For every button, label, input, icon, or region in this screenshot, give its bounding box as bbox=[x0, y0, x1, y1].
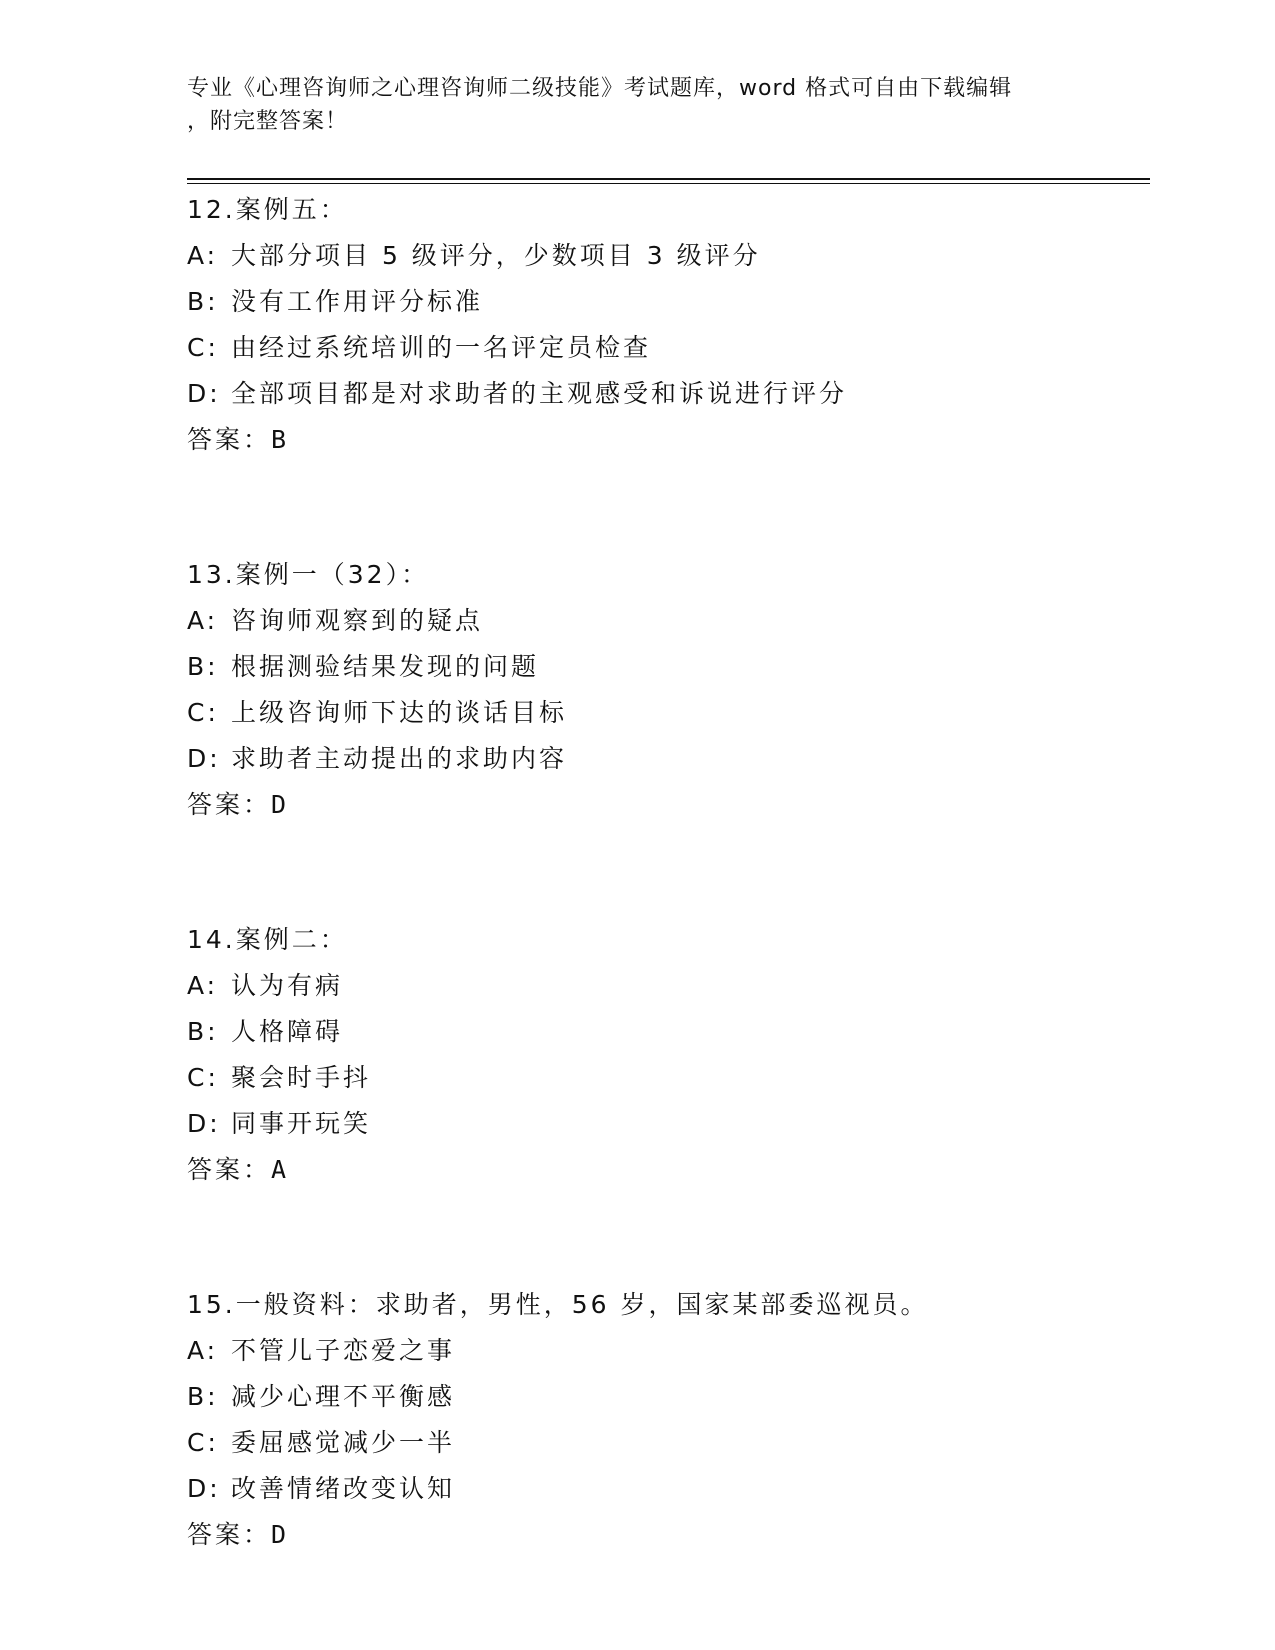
option-letter: B: bbox=[187, 652, 219, 681]
question-stem: 13.案例一（32）： bbox=[187, 560, 430, 589]
answer-line: 答案：B bbox=[187, 425, 290, 454]
question-14 bbox=[187, 917, 1150, 1193]
question-list bbox=[187, 187, 1150, 1558]
option-text: 同事开玩笑 bbox=[231, 1109, 372, 1138]
option-text: 大部分项目 5 级评分，少数项目 3 级评分 bbox=[231, 241, 761, 270]
option-letter: B: bbox=[187, 1017, 219, 1046]
answer-line: 答案：A bbox=[187, 1155, 290, 1184]
option-b bbox=[187, 1374, 1150, 1420]
answer-line: 答案：D bbox=[187, 790, 290, 819]
option-c bbox=[187, 690, 1150, 736]
option-a bbox=[187, 233, 1150, 279]
option-d bbox=[187, 736, 1150, 782]
option-text: 没有工作用评分标准 bbox=[231, 287, 484, 316]
question-15 bbox=[187, 1282, 1150, 1558]
option-b bbox=[187, 279, 1150, 325]
option-b bbox=[187, 644, 1150, 690]
option-letter: C: bbox=[187, 1428, 219, 1457]
option-d bbox=[187, 1466, 1150, 1512]
option-letter: D: bbox=[187, 1474, 221, 1503]
option-b bbox=[187, 1009, 1150, 1055]
spacer bbox=[187, 828, 1150, 917]
option-letter: D: bbox=[187, 744, 221, 773]
option-text: 求助者主动提出的求助内容 bbox=[231, 744, 568, 773]
header-divider-thin bbox=[187, 183, 1150, 184]
option-d bbox=[187, 371, 1150, 417]
question-12 bbox=[187, 187, 1150, 463]
option-text: 根据测验结果发现的问题 bbox=[231, 652, 540, 681]
option-letter: B: bbox=[187, 287, 219, 316]
option-text: 由经过系统培训的一名评定员检查 bbox=[231, 333, 652, 362]
option-a bbox=[187, 1328, 1150, 1374]
option-letter: C: bbox=[187, 1063, 219, 1092]
option-c bbox=[187, 1420, 1150, 1466]
option-letter: A: bbox=[187, 1336, 219, 1365]
option-a bbox=[187, 598, 1150, 644]
option-letter: C: bbox=[187, 698, 219, 727]
option-c bbox=[187, 1055, 1150, 1101]
option-c bbox=[187, 325, 1150, 371]
option-text: 人格障碍 bbox=[231, 1017, 344, 1046]
option-text: 咨询师观察到的疑点 bbox=[231, 606, 484, 635]
option-text: 不管儿子恋爱之事 bbox=[231, 1336, 456, 1365]
document-header bbox=[187, 72, 1087, 138]
option-text: 聚会时手抖 bbox=[231, 1063, 372, 1092]
option-text: 委屈感觉减少一半 bbox=[231, 1428, 456, 1457]
option-letter: D: bbox=[187, 1109, 221, 1138]
question-stem: 15.一般资料：求助者，男性，56 岁，国家某部委巡视员。 bbox=[187, 1290, 929, 1319]
question-stem: 12.案例五： bbox=[187, 195, 348, 224]
header-line-1: 专业《心理咨询师之心理咨询师二级技能》考试题库，word 格式可自由下载编辑 bbox=[187, 76, 1013, 101]
option-a bbox=[187, 963, 1150, 1009]
option-letter: A: bbox=[187, 241, 219, 270]
question-13 bbox=[187, 552, 1150, 828]
option-text: 认为有病 bbox=[231, 971, 344, 1000]
spacer bbox=[187, 1193, 1150, 1282]
option-letter: B: bbox=[187, 1382, 219, 1411]
header-divider-thick bbox=[187, 178, 1150, 180]
header-line-2: ，附完整答案！ bbox=[187, 109, 349, 134]
option-letter: A: bbox=[187, 971, 219, 1000]
answer-line: 答案：D bbox=[187, 1520, 290, 1549]
option-letter: A: bbox=[187, 606, 219, 635]
option-text: 减少心理不平衡感 bbox=[231, 1382, 456, 1411]
option-text: 改善情绪改变认知 bbox=[231, 1474, 456, 1503]
option-letter: C: bbox=[187, 333, 219, 362]
option-text: 上级咨询师下达的谈话目标 bbox=[231, 698, 568, 727]
spacer bbox=[187, 463, 1150, 552]
option-text: 全部项目都是对求助者的主观感受和诉说进行评分 bbox=[231, 379, 848, 408]
option-letter: D: bbox=[187, 379, 221, 408]
question-stem: 14.案例二： bbox=[187, 925, 348, 954]
option-d bbox=[187, 1101, 1150, 1147]
